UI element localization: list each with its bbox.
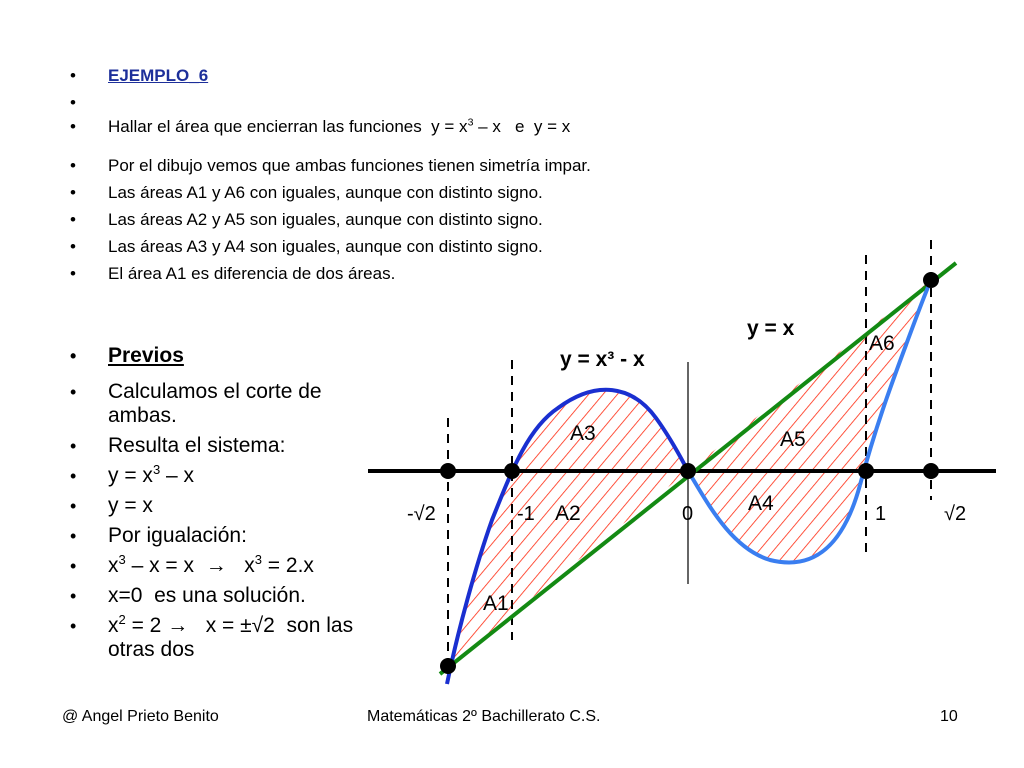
bullet-a2-a5: • Las áreas A2 y A5 son iguales, aunque con distinto signo.	[70, 206, 790, 233]
bullet-a3-a4: • Las áreas A3 y A4 son iguales, aunque con distinto signo.	[70, 233, 790, 260]
area-label-a4: A4	[748, 492, 774, 515]
point-intersection-positive	[923, 272, 939, 288]
tick-label-minus-sqrt2: -√2	[407, 503, 436, 525]
point-minus-sqrt2-axis	[440, 463, 456, 479]
bullet-statement: • Hallar el área que encierran las funciones $y = x^3 - x$ e y = x	[70, 116, 790, 138]
bullet-symmetry: • Por el dibujo vemos que ambas funciones tienen simetría impar.	[70, 152, 790, 179]
section-heading-previos: • Previos	[70, 344, 390, 368]
tick-label-one: 1	[875, 503, 887, 525]
footer-page-number: 10	[940, 708, 958, 725]
bullet-equation-line: • y = x	[70, 494, 390, 518]
label-cubic-equation: y = x³ - x	[560, 348, 645, 371]
area-label-a1: A1	[483, 592, 509, 615]
area-label-a2: A2	[555, 502, 581, 525]
bullet-solution-zero: • x=0 es una solución.	[70, 584, 390, 608]
point-intersection-negative	[440, 658, 456, 674]
tick-label-sqrt2: √2	[944, 503, 967, 525]
tick-label-zero: 0	[682, 503, 694, 525]
hatched-region-positive	[688, 280, 931, 563]
point-minus-one-axis	[504, 463, 520, 479]
bullet-a1-difference: • El área A1 es diferencia de dos áreas.	[70, 260, 790, 287]
bullet-intersection: • Calculamos el corte de ambas.	[70, 380, 390, 428]
slide-footer	[0, 708, 1024, 730]
point-one-axis	[858, 463, 874, 479]
area-label-a3: A3	[570, 422, 596, 445]
bullet-equalization-step: • $x^3 - x = x \to x^3 = 2.x$	[70, 554, 390, 578]
tick-label-minus-one: -1	[517, 503, 535, 525]
hatched-region-negative	[448, 390, 688, 666]
bullet-title: • EJEMPLO_6	[70, 62, 790, 89]
area-label-a6: A6	[869, 332, 895, 355]
bullet-a1-a6: • Las áreas A1 y A6 con iguales, aunque con distinto signo.	[70, 179, 790, 206]
footer-author: @ Angel Prieto Benito	[62, 708, 219, 725]
point-origin	[680, 463, 696, 479]
bullet-solution-sqrt2: • $x^2 = 2 \to x = \pm√2$ son las otras dos	[70, 614, 390, 662]
bullet-equation-cubic: • $y = x^3 - x$	[70, 464, 390, 488]
bullet-system: • Resulta el sistema:	[70, 434, 390, 458]
point-sqrt2-axis	[923, 463, 939, 479]
bullet-equalization: • Por igualación:	[70, 524, 390, 548]
footer-course: Matemáticas 2º Bachillerato C.S.	[367, 708, 601, 725]
area-label-a5: A5	[780, 428, 806, 451]
label-line-equation: y = x	[747, 317, 795, 340]
